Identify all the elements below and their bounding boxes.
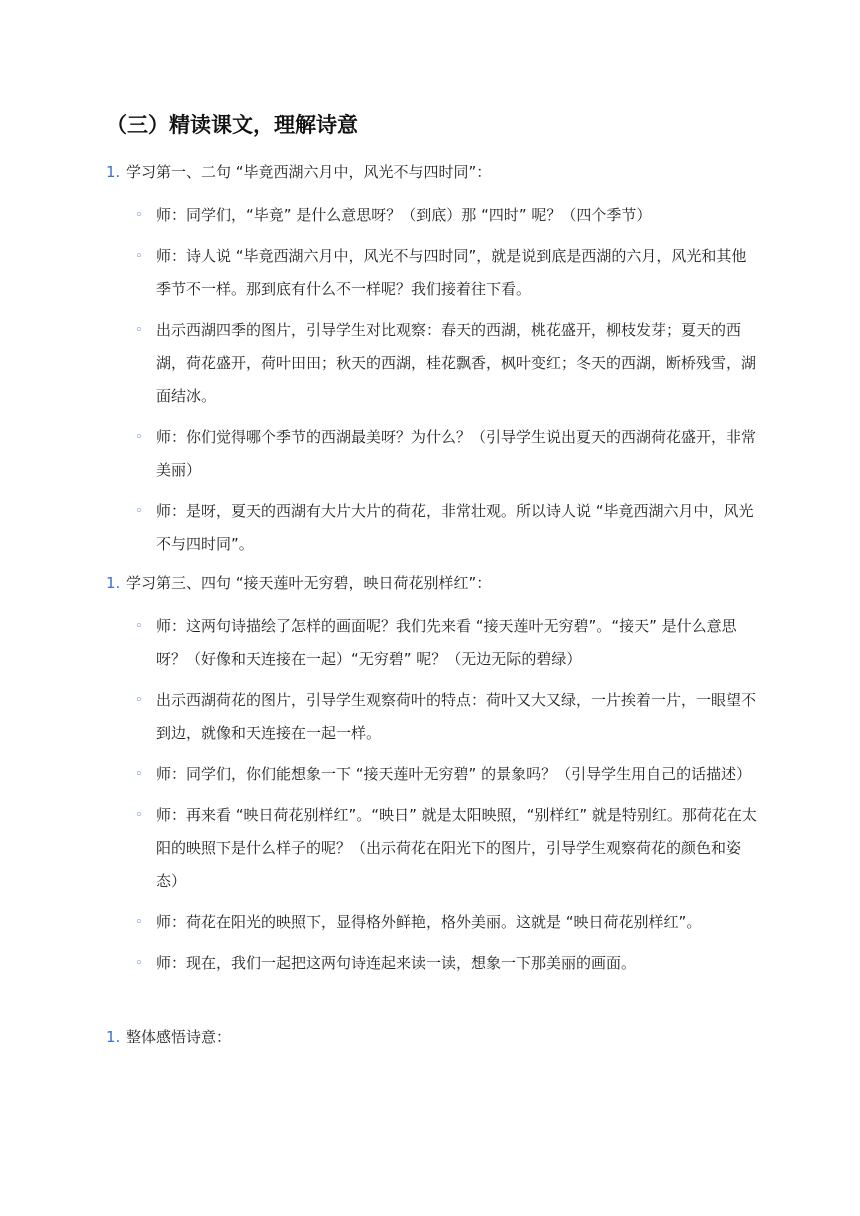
bullet-circle-icon: ◦ bbox=[135, 693, 143, 708]
list-number: 1. bbox=[106, 1028, 121, 1046]
bullet-text: 师：这两句诗描绘了怎样的画面呢？我们先来看 “接天莲叶无穷碧”。“接天” 是什么意思呀？（好像和天连接在一起）“无穷碧” 呢？（无边无际的碧绿） bbox=[156, 617, 737, 668]
bullet-text: 师：你们觉得哪个季节的西湖最美呀？为什么？（引导学生说出夏天的西湖荷花盛开，非常美丽） bbox=[156, 428, 757, 479]
numbered-item-header bbox=[106, 158, 806, 186]
list-item bbox=[106, 199, 761, 232]
list-item-text: 学习第三、四句 “接天莲叶无穷碧，映日荷花别样红”： bbox=[126, 574, 492, 592]
list-item bbox=[106, 240, 761, 306]
bullet-circle-icon: ◦ bbox=[135, 808, 143, 823]
bullet-circle-icon: ◦ bbox=[135, 915, 143, 930]
numbered-item-1 bbox=[106, 158, 806, 561]
bullet-text: 师：同学们，你们能想象一下 “接天莲叶无穷碧” 的景象吗？（引导学生用自己的话描述） bbox=[156, 765, 752, 783]
list-item-text: 整体感悟诗意： bbox=[126, 1028, 232, 1046]
bullet-text: 师：诗人说 “毕竟西湖六月中，风光不与四时同”，就是说到底是西湖的六月，风光和其他季节不一样。那到底有什么不一样呢？我们接着往下看。 bbox=[156, 247, 747, 298]
numbered-item-3 bbox=[106, 1023, 806, 1051]
bullet-list bbox=[106, 610, 806, 980]
bullet-circle-icon: ◦ bbox=[135, 430, 143, 445]
list-item bbox=[106, 799, 761, 898]
numbered-item-2 bbox=[106, 569, 806, 980]
list-item bbox=[106, 495, 761, 561]
bullet-text: 出示西湖四季的图片，引导学生对比观察：春天的西湖，桃花盛开，柳枝发芽；夏天的西湖，荷花盛开，荷叶田田；秋天的西湖，桂花飘香，枫叶变红；冬天的西湖，断桥残雪，湖面结冰。 bbox=[156, 321, 757, 405]
numbered-item-header bbox=[106, 1023, 806, 1051]
bullet-circle-icon: ◦ bbox=[135, 767, 143, 782]
bullet-circle-icon: ◦ bbox=[135, 249, 143, 264]
bullet-text: 出示西湖荷花的图片，引导学生观察荷叶的特点：荷叶又大又绿，一片挨着一片，一眼望不到边，就像和天连接在一起一样。 bbox=[156, 691, 757, 742]
bullet-circle-icon: ◦ bbox=[135, 956, 143, 971]
bullet-text: 师：是呀，夏天的西湖有大片大片的荷花，非常壮观。所以诗人说 “毕竟西湖六月中，风光不与四时同”。 bbox=[156, 502, 754, 553]
numbered-item-header bbox=[106, 569, 806, 597]
bullet-circle-icon: ◦ bbox=[135, 504, 143, 519]
list-number: 1. bbox=[106, 574, 121, 592]
bullet-text: 师：现在，我们一起把这两句诗连起来读一读，想象一下那美丽的画面。 bbox=[156, 954, 637, 972]
list-item-text: 学习第一、二句 “毕竟西湖六月中，风光不与四时同”： bbox=[126, 163, 492, 181]
bullet-list bbox=[106, 199, 806, 561]
list-item bbox=[106, 314, 761, 413]
bullet-circle-icon: ◦ bbox=[135, 208, 143, 223]
list-item bbox=[106, 684, 761, 750]
bullet-text: 师：再来看 “映日荷花别样红”。“映日” 就是太阳映照，“别样红” 就是特别红。那荷花在太阳的映照下是什么样子的呢？（出示荷花在阳光下的图片，引导学生观察荷花的颜色和姿态） bbox=[156, 806, 757, 890]
bullet-circle-icon: ◦ bbox=[135, 619, 143, 634]
bullet-text: 师：荷花在阳光的映照下，显得格外鲜艳，格外美丽。这就是 “映日荷花别样红”。 bbox=[156, 913, 702, 931]
list-item bbox=[106, 610, 761, 676]
section-heading: （三）精读课文，理解诗意 bbox=[106, 113, 358, 137]
list-item bbox=[106, 947, 761, 980]
list-number: 1. bbox=[106, 163, 121, 181]
list-item bbox=[106, 421, 761, 487]
list-item bbox=[106, 906, 761, 939]
bullet-circle-icon: ◦ bbox=[135, 323, 143, 338]
bullet-text: 师：同学们，“毕竟” 是什么意思呀？（到底）那 “四时” 呢？（四个季节） bbox=[156, 206, 652, 224]
list-item bbox=[106, 758, 761, 791]
